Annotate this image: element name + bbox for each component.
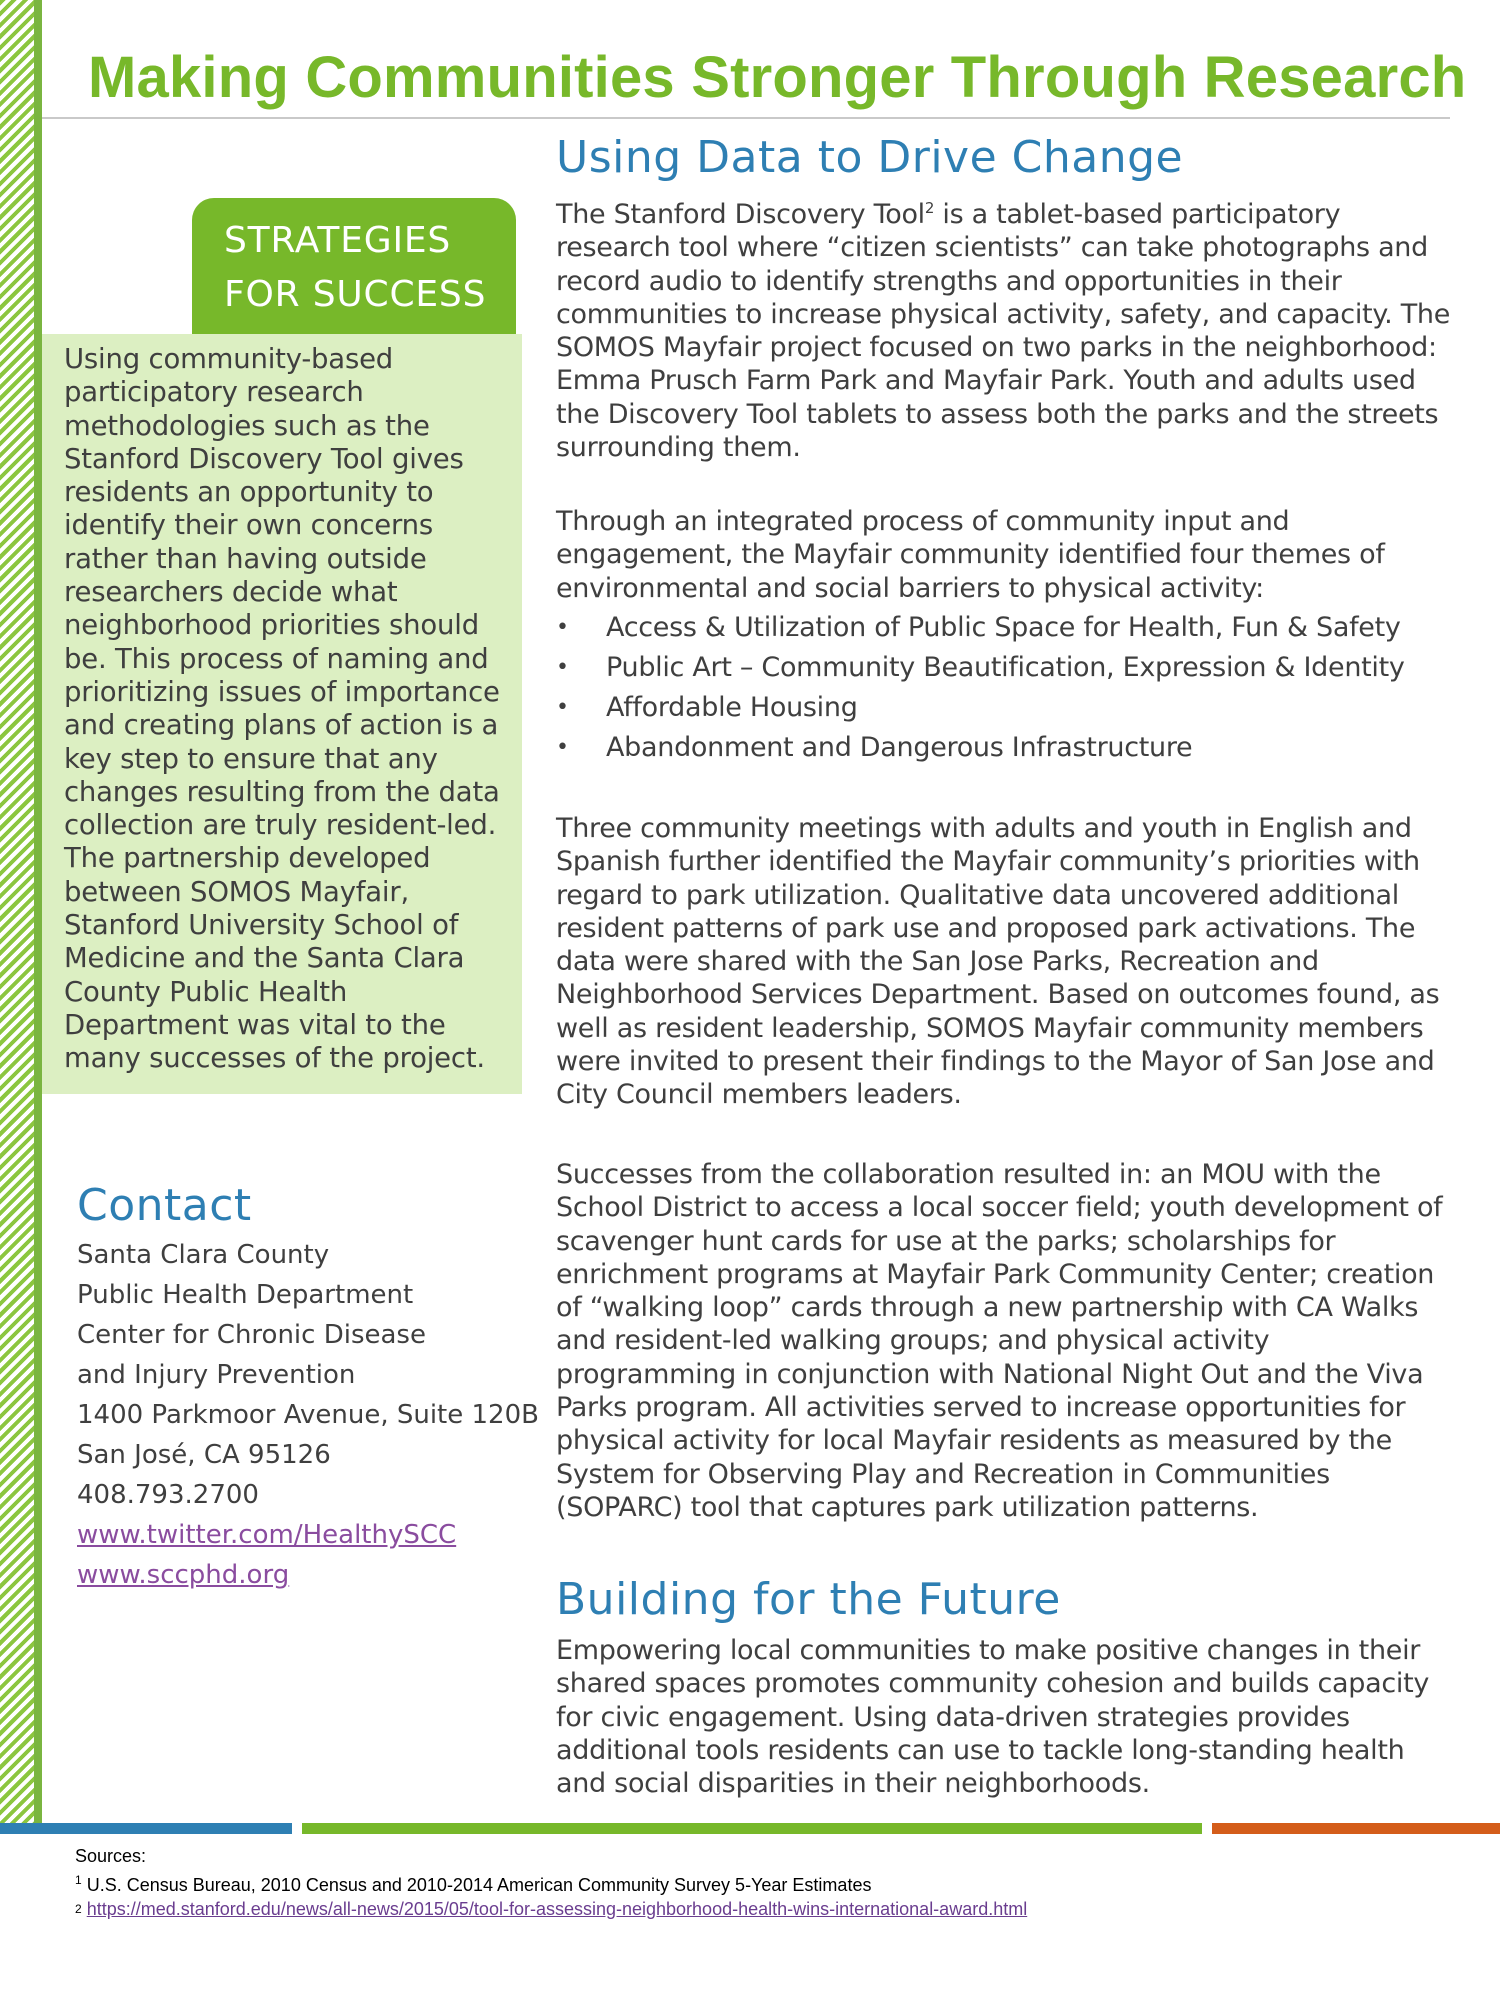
list-item: • Abandonment and Dangerous Infrastructure <box>556 730 1405 770</box>
left-green-bar <box>34 0 42 1824</box>
contact-link-item <box>77 1555 539 1595</box>
footnote-ref-2: 2 <box>924 199 935 217</box>
footer-bar-orange <box>1212 1823 1500 1834</box>
list-item: • Affordable Housing <box>556 690 1405 730</box>
contact-address: 1400 Parkmoor Avenue, Suite 120B <box>77 1400 539 1430</box>
paragraph-successes: Successes from the collaboration resulted in: an MOU with the School District to access a local soccer field; youth development of scavenger hunt cards for use at the parks; scholarships for enrichment programs at Mayfair Park Community Center; creation of “walking loop” cards through a new partnership with CA Walks and resident-led walking groups; and physical activity programming in conjunction with National Night Out and the Viva Parks program. All activities served to increase opportunities for physical activity for local Mayfair residents as measured by the System for Observing Play and Recreation in Communities (SOPARC) tool that captures park utilization patterns. <box>556 1159 1443 1523</box>
contact-phone: 408.793.2700 <box>77 1480 259 1510</box>
twitter-link[interactable]: www.twitter.com/HealthySCC <box>77 1520 457 1550</box>
source-2-number: 2 <box>75 1902 82 1916</box>
contact-details <box>77 1235 539 1595</box>
source-1 <box>75 1868 1225 1897</box>
paragraph-discovery-tool <box>556 192 1456 464</box>
contact-heading: Contact <box>77 1180 252 1231</box>
title-divider <box>42 117 1450 119</box>
strategies-tab-line2: FOR SUCCESS <box>224 274 487 315</box>
list-item: • Access & Utilization of Public Space for Health, Fun & Safety <box>556 610 1405 650</box>
contact-line: and Injury Prevention <box>77 1360 356 1390</box>
contact-line: Santa Clara County <box>77 1240 330 1270</box>
themes-list <box>556 610 1405 770</box>
paragraph-empowering: Empowering local communities to make positive changes in their shared spaces promotes community cohesion and builds capacity for civic engagement. Using data-driven strategies provides additional tools residents can use to tackle long-standing health and social disparities in their neighborhoods. <box>556 1635 1430 1800</box>
paragraph-community-meetings: Three community meetings with adults and youth in English and Spanish further identified the Mayfair community’s priorities with regard to park utilization. Qualitative data uncovered additional resident patterns of park use and proposed park activations. The data were shared with the San Jose Parks, Recreation and Neighborhood Services Department. Based on outcomes found, as well as resident leadership, SOMOS Mayfair community members were invited to present their findings to the Mayor of San Jose and City Council members leaders. <box>556 813 1440 1111</box>
source-2-link[interactable]: https://med.stanford.edu/news/all-news/2015/05/tool-for-assessing-neighborhood-health-wins-international-award.html <box>86 1899 1028 1919</box>
contact-line: Center for Chronic Disease <box>77 1320 426 1350</box>
strategies-tab <box>192 198 516 334</box>
contact-link-item <box>77 1515 539 1555</box>
paragraph-themes-intro: Through an integrated process of community input and engagement, the Mayfair community identified four themes of environmental and social barriers to physical activity: <box>556 506 1385 604</box>
source-1-text: U.S. Census Bureau, 2010 Census and 2010-2014 American Community Survey 5-Year Estimates <box>86 1875 872 1895</box>
page-title: Making Communities Stronger Through Research <box>88 45 1467 110</box>
strategies-tab-line1: STRATEGIES <box>224 220 452 261</box>
strategies-text: Using community-based participatory research methodologies such as the Stanford Discovery Tool gives residents an opportunity to identify their own concerns rather than having outside researchers decide what neighborhood priorities should be. This process of naming and prioritizing issues of importance and creating plans of action is a key step to ensure that any changes resulting from the data collection are truly resident-led. The partnership developed between SOMOS Mayfair, Stanford University School of Medicine and the Santa Clara County Public Health Department was vital to the many successes of the project. <box>64 343 500 1075</box>
footer-bar-green <box>302 1823 1202 1834</box>
list-item: • Public Art – Community Beautification, Expression & Identity <box>556 650 1405 690</box>
website-link[interactable]: www.sccphd.org <box>77 1560 290 1590</box>
section-heading-using-data: Using Data to Drive Change <box>556 132 1184 183</box>
source-1-number: 1 <box>75 1873 82 1887</box>
contact-line: Public Health Department <box>77 1280 414 1310</box>
sources-section <box>75 1844 1225 1926</box>
footer-bar-blue <box>0 1823 292 1834</box>
p1-rest: is a tablet-based participatory research tool where “citizen scientists” can take photographs and record audio to identify strengths and opportunities in their communities to increase physical activity, safety, and capacity. The SOMOS Mayfair project focused on two parks in the neighborhood: Emma Prusch Farm Park and Mayfair Park. Youth and adults used the Discovery Tool tablets to assess both the parks and the streets surrounding them. <box>556 199 1451 464</box>
sources-label: Sources: <box>75 1846 147 1866</box>
source-2 <box>75 1897 1225 1926</box>
p1-start: The Stanford Discovery Tool <box>556 199 925 230</box>
section-heading-building-future: Building for the Future <box>556 1574 1061 1625</box>
contact-city: San José, CA 95126 <box>77 1440 331 1470</box>
